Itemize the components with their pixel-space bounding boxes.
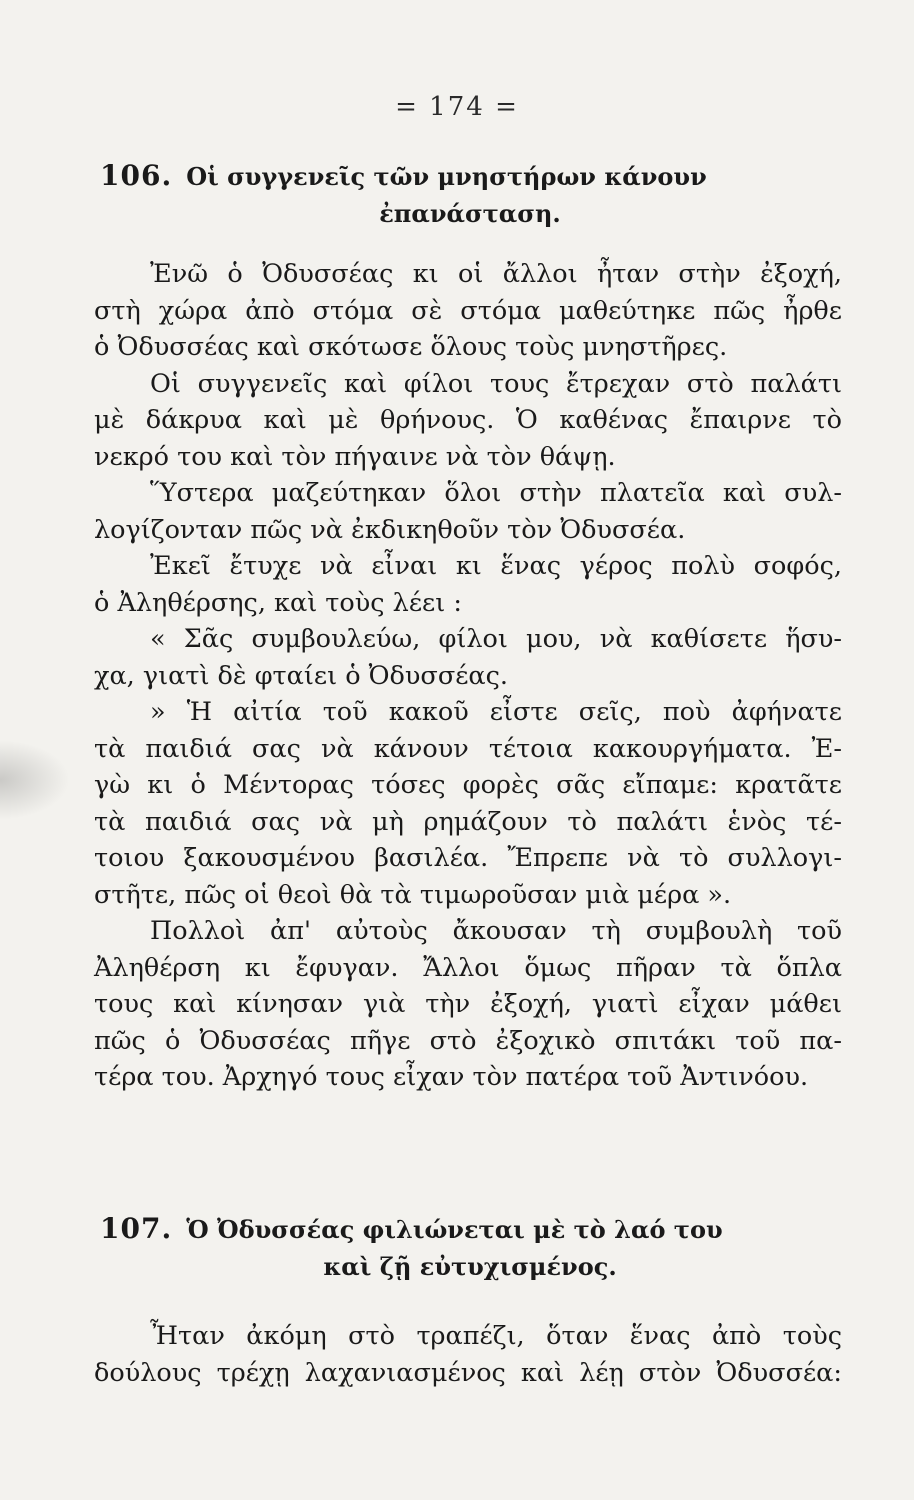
- section-number: 107.: [100, 1212, 173, 1245]
- section-heading-106: [100, 157, 840, 232]
- section-title-line: Ὁ Ὀδυσσέας φιλιώνεται μὲ τὸ λαό του: [186, 1215, 723, 1244]
- text-line: γὼ κι ὁ Μέντορας τόσες φορὲς σᾶς εἴπαμε: κρατᾶτε: [94, 770, 842, 800]
- text-line: πῶς ὁ Ὀδυσσέας πῆγε στὸ ἐξοχικὸ σπιτάκι τοῦ πα-: [94, 1025, 842, 1056]
- text-line: ὁ Ἀληθέρσης, καὶ τοὺς λέει :: [94, 587, 462, 618]
- text-line: μὲ δάκρυα καὶ μὲ θρήνους. Ὁ καθένας ἔπαιρνε τὸ: [94, 405, 842, 435]
- section-title-line: καὶ ζῇ εὐτυχισμένος.: [323, 1252, 617, 1281]
- text-line: Ἦταν ἀκόμη στὸ τραπέζι, ὅταν ἕνας ἀπὸ τοὺς: [150, 1321, 842, 1351]
- section-number: 106.: [100, 159, 173, 192]
- text-line: » Ἡ αἰτία τοῦ κακοῦ εἶστε σεῖς, ποὺ ἀφήνατε: [150, 697, 842, 727]
- section-body-106: [94, 256, 842, 1096]
- text-line: τοιου ξακουσμένου βασιλέα. Ἔπρεπε νὰ τὸ συλλογι-: [94, 843, 842, 873]
- section-body-107: [94, 1318, 842, 1391]
- text-line: Πολλοὶ ἀπ' αὐτοὺς ἄκουσαν τὴ συμβουλὴ τοῦ: [150, 916, 842, 946]
- text-line: ὁ Ὀδυσσέας καὶ σκότωσε ὅλους τοὺς μνηστῆρες.: [94, 332, 728, 362]
- scan-shadow: [0, 740, 70, 820]
- text-line: Ἀληθέρση κι ἔφυγαν. Ἄλλοι ὅμως πῆραν τὰ ὅπλα: [94, 952, 842, 983]
- text-line: χα, γιατὶ δὲ φταίει ὁ Ὀδυσσέας.: [94, 660, 509, 691]
- text-line: λογίζονταν πῶς νὰ ἐκδικηθοῦν τὸν Ὀδυσσέα.: [94, 514, 686, 545]
- text-line: τους καὶ κίνησαν γιὰ τὴν ἐξοχή, γιατὶ εἶχαν μάθει: [94, 989, 842, 1019]
- text-line: στῆτε, πῶς οἱ θεοὶ θὰ τὰ τιμωροῦσαν μιὰ μέρα ».: [94, 879, 732, 910]
- text-line: στὴ χώρα ἀπὸ στόμα σὲ στόμα μαθεύτηκε πῶς ἦρθε: [94, 295, 842, 326]
- text-line: τὰ παιδιά σας νὰ μὴ ρημάζουν τὸ παλάτι ἑνὸς τέ-: [94, 806, 842, 837]
- text-line: Ὕστερα μαζεύτηκαν ὅλοι στὴν πλατεῖα καὶ συλ-: [150, 478, 842, 508]
- text-line: Ἐνῶ ὁ Ὀδυσσέας κι οἱ ἄλλοι ἦταν στὴν ἐξοχή,: [150, 259, 842, 289]
- text-line: δούλους τρέχῃ λαχανιασμένος καὶ λέῃ στὸν Ὀδυσσέα:: [94, 1357, 842, 1388]
- text-line: νεκρό του καὶ τὸν πήγαινε νὰ τὸν θάψῃ.: [94, 441, 616, 472]
- section-heading-107: [100, 1210, 840, 1285]
- section-title-line: ἐπανάσταση.: [379, 199, 561, 228]
- text-line: Οἱ συγγενεῖς καὶ φίλοι τους ἔτρεχαν στὸ παλάτι: [150, 368, 842, 399]
- text-line: τέρα του. Ἀρχηγό τους εἶχαν τὸν πατέρα τοῦ Ἀντινόου.: [94, 1062, 809, 1092]
- page-number: = 174 =: [395, 92, 519, 122]
- text-line: τὰ παιδιά σας νὰ κάνουν τέτοια κακουργήματα. Ἐ-: [94, 733, 842, 764]
- text-line: Ἐκεῖ ἔτυχε νὰ εἶναι κι ἕνας γέρος πολὺ σοφός,: [150, 551, 842, 581]
- text-line: « Σᾶς συμβουλεύω, φίλοι μου, νὰ καθίσετε ἥσυ-: [150, 624, 842, 654]
- section-title-line: Οἱ συγγενεῖς τῶν μνηστήρων κάνουν: [186, 162, 707, 191]
